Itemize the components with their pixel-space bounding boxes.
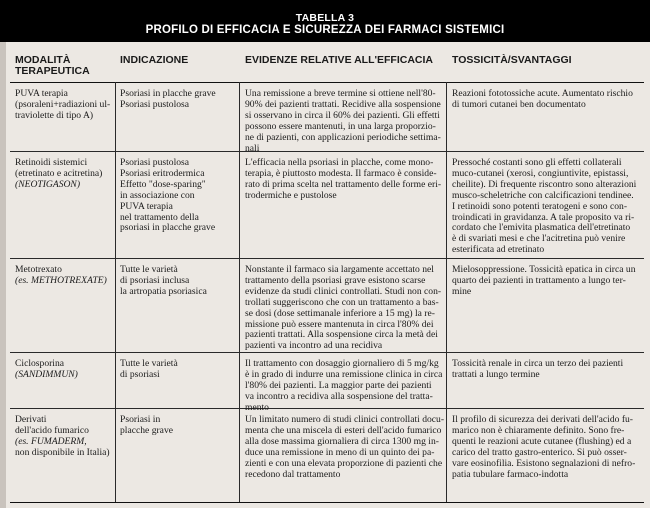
cell-line: Effetto "dose-sparing" xyxy=(120,178,206,190)
header-efficacy: EVIDENZE RELATIVE ALL'EFFICACIA xyxy=(245,54,434,66)
header-therapy: MODALITÀ TERAPEUTICA xyxy=(15,54,90,77)
cell-line: quarto dei pazienti in trattamento a lungo ter- xyxy=(452,274,626,286)
indication-cell xyxy=(120,89,238,111)
cell-line: Reazioni fototossiche acute. Aumentato rischio xyxy=(452,88,633,99)
therapy-brand: (NEOTIGASON) xyxy=(15,178,81,190)
cell-line: placche grave xyxy=(120,424,173,436)
cell-line: se dosi (dose settimanale inferiore a 15 mg) la re- xyxy=(245,307,435,319)
indication-cell xyxy=(120,265,238,298)
cell-line: trattamento della psoriasi grave esistono scarse xyxy=(245,274,426,286)
cell-line: Nonstante il farmaco sia largamente accettato nel xyxy=(245,264,434,275)
cell-line: mine xyxy=(452,285,472,297)
column-divider xyxy=(115,82,116,502)
cell-line: Retinoidi sistemici xyxy=(15,157,88,168)
efficacy-cell xyxy=(245,158,445,202)
cell-line: alla dose massima giornaliera di circa 1300 mg in- xyxy=(245,435,439,447)
cell-line: in associazione con xyxy=(120,189,195,201)
cell-line: l'80% dei pazienti. La maggior parte dei pazienti xyxy=(245,379,432,391)
cell-line: Psoriasi pustolosa xyxy=(120,98,190,110)
therapy-note: non disponibile in Italia) xyxy=(15,446,110,458)
cell-line: quenti le reazioni acute cutanee (flushing) ed a xyxy=(452,435,632,447)
table-title: PROFILO DI EFFICACIA E SICUREZZA DEI FARMACI SISTEMICI xyxy=(145,24,505,36)
cell-line: I retinoidi sono potenti teratogeni e sono con- xyxy=(452,200,628,212)
cell-line: di tumori cutanei ben documentato xyxy=(452,98,586,110)
cell-line: dell'acido fumarico xyxy=(15,424,89,436)
cell-line: Mielosoppressione. Tossicità epatica in circa un xyxy=(452,264,636,275)
table-number: TABELLA 3 xyxy=(295,12,355,24)
toxicity-cell xyxy=(452,89,644,111)
cell-line: di psoriasi inclusa xyxy=(120,274,190,286)
cell-line: (psoraleni+radiazioni ul- xyxy=(15,98,111,110)
indication-cell xyxy=(120,359,238,381)
toxicity-cell xyxy=(452,359,644,381)
cell-line: possono essere mantenuti, in una larga proporzio- xyxy=(245,120,436,132)
cell-line: si osservano in circa il 60% dei pazienti. Gli effetti xyxy=(245,109,440,121)
cell-line: duce una remissione in meno di un quinto dei pa- xyxy=(245,446,435,458)
cell-line: musco-scheletriche con calcificazioni tendinee. xyxy=(452,189,634,201)
cell-line: menta che una miscela di esteri dell'acido fumarico xyxy=(245,424,442,436)
cell-line: rato di prima scelta nel trattamento delle forme eri- xyxy=(245,178,442,190)
row-divider xyxy=(10,258,644,259)
cell-line: cordato che l'emivita plasmatica dell'etretinato xyxy=(452,222,631,234)
indication-cell xyxy=(120,415,238,437)
table-bottom-rule xyxy=(10,502,644,503)
therapy-cell xyxy=(15,89,115,122)
cell-line: esterificata ad etretinato xyxy=(452,244,545,256)
cell-line: vare eosinofilia. Esistono segnalazioni di nefro- xyxy=(452,457,636,469)
column-divider xyxy=(239,82,240,502)
cell-line: missione può essere mantenuta in circa l'80% dei xyxy=(245,318,434,330)
efficacy-cell xyxy=(245,359,445,414)
cell-line: di psoriasi xyxy=(120,368,160,380)
cell-line: Metotrexato xyxy=(15,264,62,275)
cell-line: Il trattamento con dosaggio giornaliero di 5 mg/kg xyxy=(245,358,439,369)
cell-line: Tossicità renale in circa un terzo dei pazienti xyxy=(452,358,624,369)
cell-line: 90% dei pazienti trattati. Recidive alla sospensione xyxy=(245,98,441,110)
toxicity-cell xyxy=(452,265,644,298)
cell-line: Derivati xyxy=(15,414,47,425)
header-toxicity: TOSSICITÀ/SVANTAGGI xyxy=(452,54,572,66)
cell-line: Un limitato numero di studi clinici controllati docu- xyxy=(245,414,445,425)
cell-line: troindicati in gravidanza. A tale proposito va ri- xyxy=(452,211,635,223)
cell-line: muco-cutanei (xerosi, congiuntivite, epistassi, xyxy=(452,167,629,179)
cell-line: Psoriasi in xyxy=(120,414,161,425)
cell-line: Tutte le varietà xyxy=(120,264,178,275)
cell-line: trollati suggeriscono che con un trattamento a bas- xyxy=(245,296,439,308)
cell-line: trodermiche e pustolose xyxy=(245,189,337,201)
cell-line: Pressoché costanti sono gli effetti collaterali xyxy=(452,157,622,168)
therapy-brand: (SANDIMMUN) xyxy=(15,368,78,380)
cell-line: Una remissione a breve termine si ottiene nell'80- xyxy=(245,88,436,99)
cell-line: ne di pazienti, con applicazioni periodiche settima- xyxy=(245,131,441,143)
efficacy-cell xyxy=(245,89,445,154)
therapy-brand: (es. FUMADERM, xyxy=(15,435,87,447)
therapy-cell xyxy=(15,265,115,287)
cell-line: Psoriasi in placche grave xyxy=(120,88,216,99)
cell-line: è di svariati mesi e che l'acitretina può venire xyxy=(452,233,626,245)
cell-line: marico non è chiaramente definito. Sono fre- xyxy=(452,424,625,436)
cell-line: va incontro a recidiva alla sospensione del tratta- xyxy=(245,390,433,402)
cell-line: Il profilo di sicurezza dei derivati dell'acido fu- xyxy=(452,414,634,425)
column-divider xyxy=(446,82,447,502)
cell-line: Tutte le varietà xyxy=(120,358,178,369)
table-header xyxy=(0,47,650,82)
header-divider xyxy=(10,82,644,83)
cell-line: Psoriasi pustolosa xyxy=(120,157,190,168)
header-indication: INDICAZIONE xyxy=(120,54,189,66)
cell-line: terapia, è piuttosto modesta. Il farmaco è conside- xyxy=(245,167,437,179)
cell-line: pazienti trattati. Alla sospensione circa la metà dei xyxy=(245,329,438,341)
cell-line: è in grado di indurre una remissione clinica in circa xyxy=(245,368,443,380)
cell-line: traviolette di tipo A) xyxy=(15,109,94,121)
cell-line: nali xyxy=(245,142,260,154)
cell-line: patia tubulare farmaco-indotta xyxy=(452,468,569,480)
cell-line: Psoriasi eritrodermica xyxy=(120,167,205,179)
cell-line: psoriasi in placche grave xyxy=(120,222,216,234)
cell-line: carico del tratto gastro-enterico. Si può osser- xyxy=(452,446,627,458)
cell-line: la artropatia psoriasica xyxy=(120,285,207,297)
cell-line: (etretinato e acitretina) xyxy=(15,167,103,179)
cell-line: nel trattamento della xyxy=(120,211,199,223)
cell-line: Ciclosporina xyxy=(15,358,65,369)
efficacy-cell xyxy=(245,265,445,352)
therapy-cell xyxy=(15,415,115,459)
cell-line: cheilite). Di frequente riscontro sono alterazioni xyxy=(452,178,637,190)
therapy-cell xyxy=(15,359,115,381)
cell-line: zienti e con una elevata proporzione di pazienti che xyxy=(245,457,443,469)
cell-line: mento xyxy=(245,401,269,413)
cell-line: L'efficacia nella psoriasi in placche, come mono- xyxy=(245,157,434,168)
cell-line: trattati a lungo termine xyxy=(452,368,540,380)
efficacy-cell xyxy=(245,415,445,480)
page-edge xyxy=(0,42,6,508)
toxicity-cell xyxy=(452,415,644,480)
table-title-bar xyxy=(0,0,650,42)
therapy-brand: (es. METHOTREXATE) xyxy=(15,274,107,286)
cell-line: PUVA terapia xyxy=(15,88,68,99)
cell-line: pazienti va incontro ad una recidiva xyxy=(245,340,383,352)
cell-line: PUVA terapia xyxy=(120,200,173,212)
therapy-cell xyxy=(15,158,115,191)
toxicity-cell xyxy=(452,158,644,256)
indication-cell xyxy=(120,158,238,234)
cell-line: recedono dal trattamento xyxy=(245,468,341,480)
cell-line: evidenze da studi clinici controllati. Studi non con- xyxy=(245,285,442,297)
